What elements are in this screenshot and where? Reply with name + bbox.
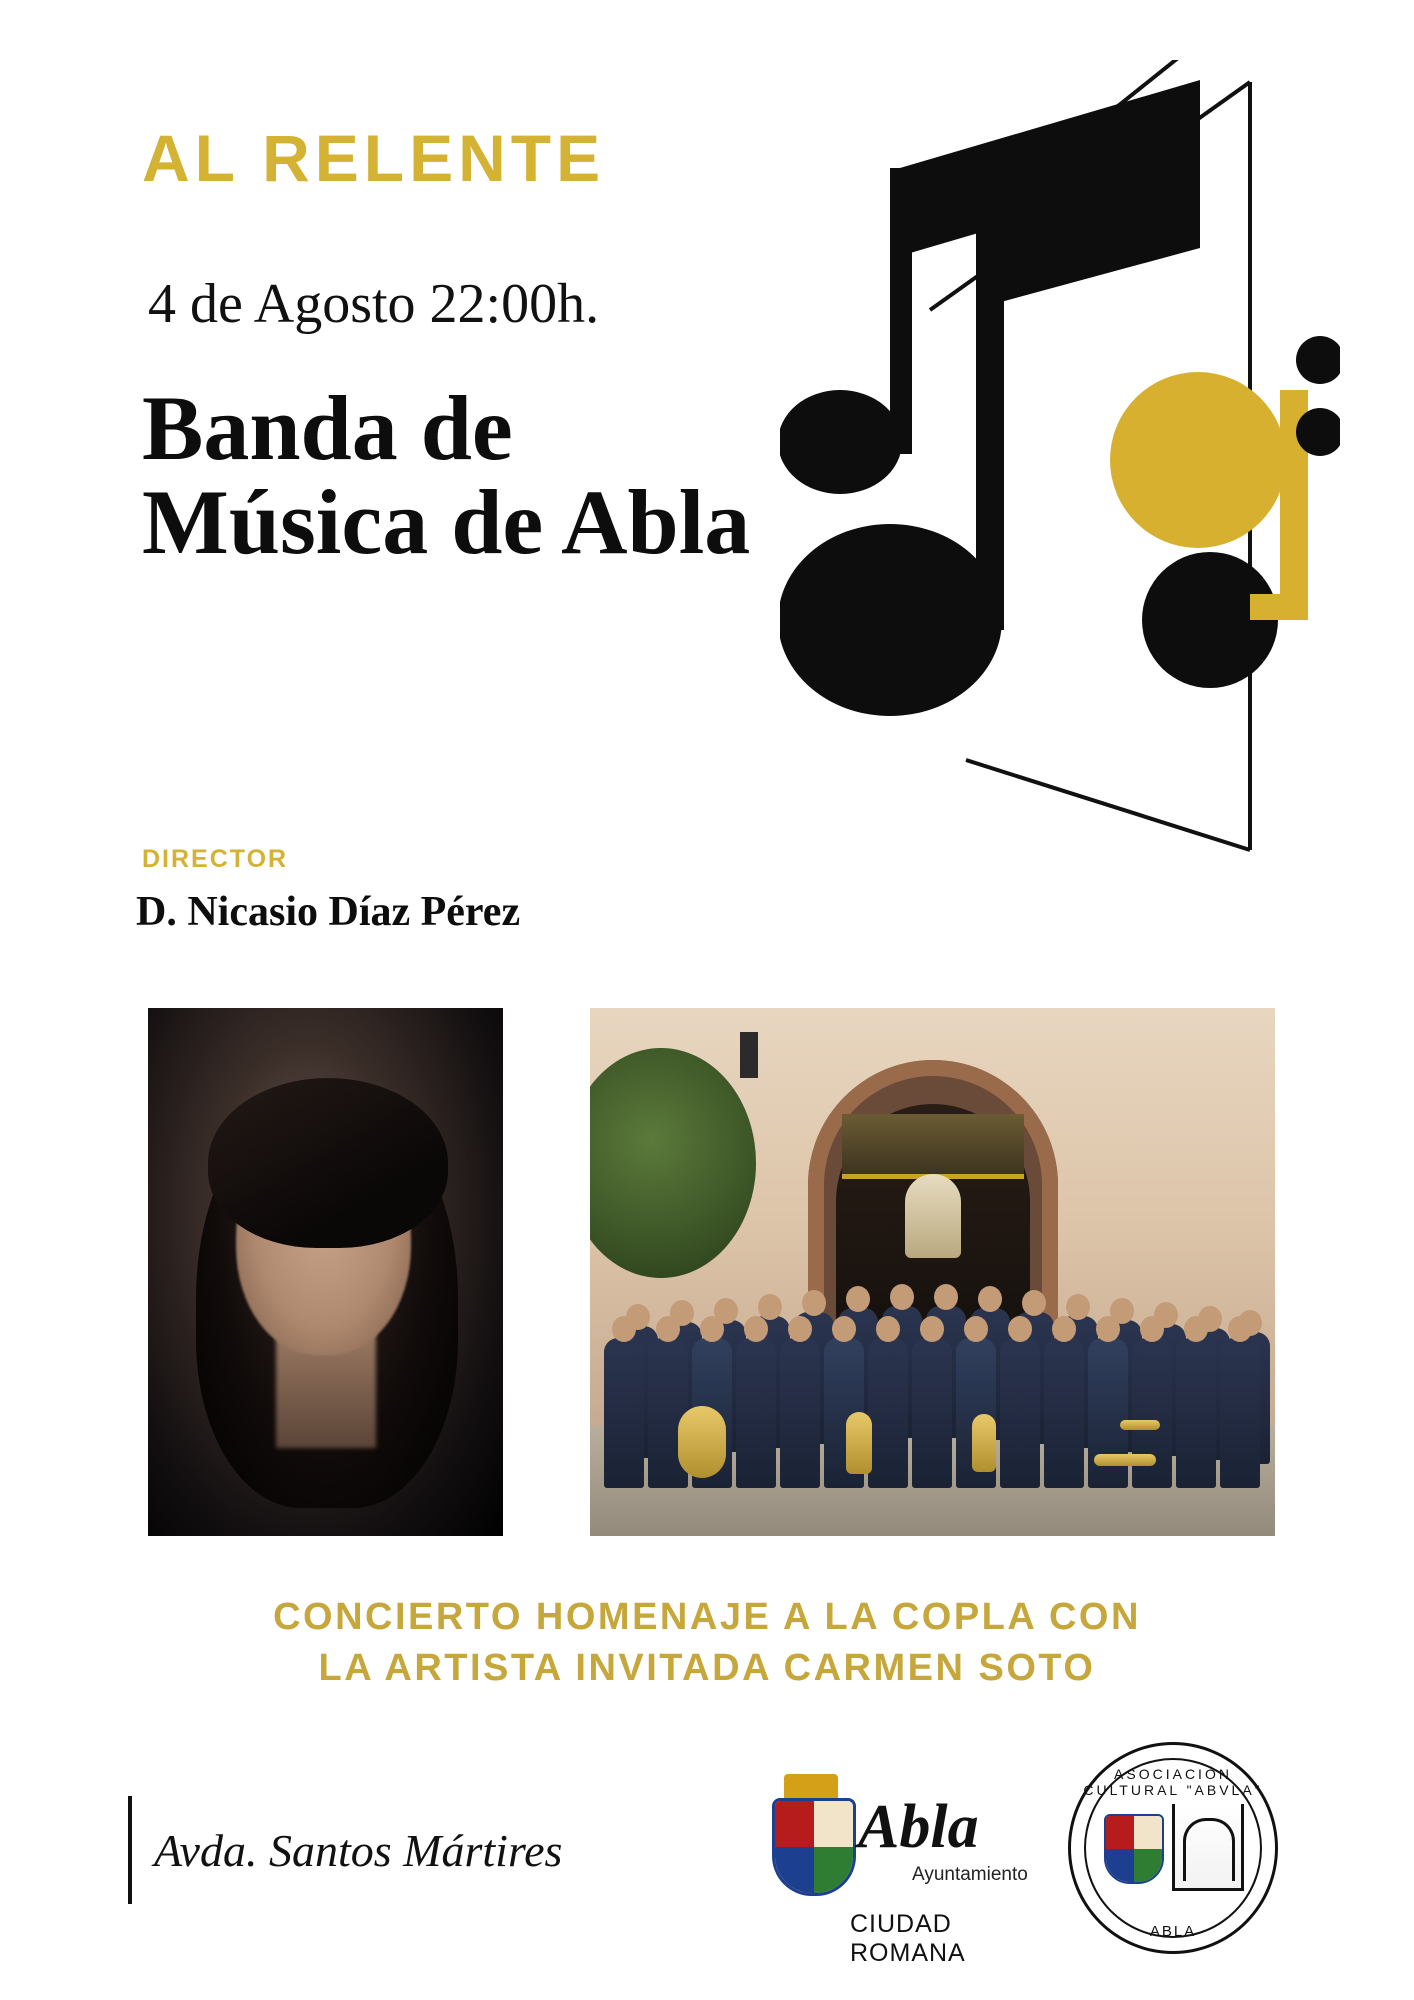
concert-headline-line1: CONCIERTO HOMENAJE A LA COPLA CON [273,1596,1141,1638]
ayuntamiento-wordmark: Abla [858,1793,979,1861]
page-title: AL RELENTE [142,121,606,195]
abla-shield-icon [772,1798,856,1896]
instrument-trombone [1094,1454,1156,1466]
photo-musicians-group [600,1258,1270,1488]
event-datetime: 4 de Agosto 22:00h. [148,273,600,335]
venue-address [128,1796,562,1904]
asociacion-arc-text: ASOCIACIÓN CULTURAL "ABVLA" [1083,1766,1263,1798]
ayuntamiento-tagline: CIUDAD ROMANA [850,1910,966,1967]
ayuntamiento-subtitle: Ayuntamiento [912,1864,1028,1885]
asociacion-bottom-text: ABLA [1149,1923,1197,1940]
ayuntamiento-logo [762,1760,1032,1967]
instrument-tuba [678,1406,726,1478]
asociacion-cultural-logo [1068,1742,1278,1954]
roman-monument-icon [1172,1804,1244,1891]
photo-statue [905,1174,961,1258]
crown-icon [784,1774,838,1800]
photo-street-lamp [740,1032,758,1078]
instrument-saxophone-2 [972,1414,996,1472]
instrument-trumpet [1120,1420,1160,1430]
concert-headline-line2: LA ARTISTA INVITADA CARMEN SOTO [318,1647,1096,1690]
instrument-saxophone [846,1412,872,1474]
band-name: Banda de Música de Abla [142,377,751,573]
artist-portrait-photo [148,1008,503,1536]
address-text: Avda. Santos Mártires [154,1824,563,1876]
director-name: D. Nicasio Díaz Pérez [136,889,521,935]
band-group-photo [590,1008,1275,1536]
music-notes-icon [780,60,1340,900]
address-divider [128,1796,132,1904]
concert-headline [0,1592,1414,1695]
director-label: DIRECTOR [142,845,289,873]
asociacion-shield-icon [1104,1814,1164,1884]
photo-canopy [842,1114,1024,1179]
portrait-fringe-shape [208,1078,448,1248]
